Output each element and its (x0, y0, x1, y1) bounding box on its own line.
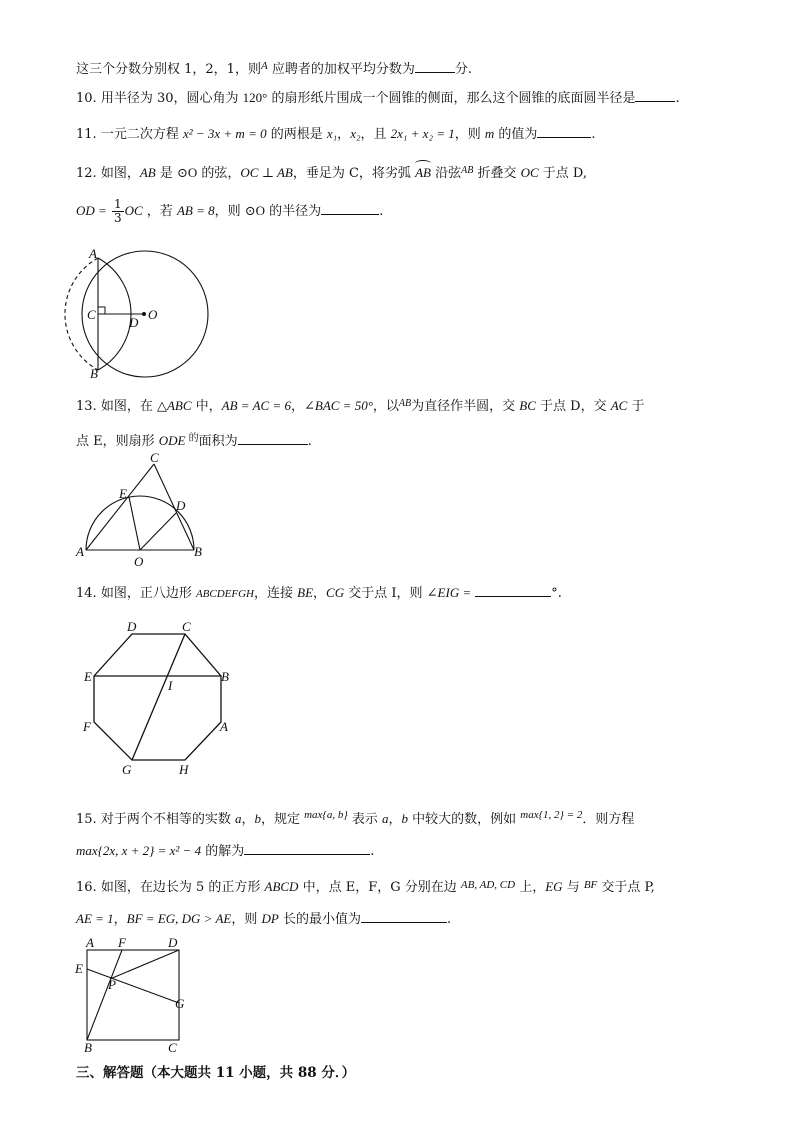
answer-blank-14[interactable] (475, 584, 551, 597)
label-a: A (86, 935, 94, 950)
label-c: C (87, 307, 96, 322)
label-a: A (76, 544, 84, 559)
label-b: B (221, 669, 229, 684)
label-p: P (108, 977, 116, 992)
label-a: A (220, 719, 228, 734)
question-10: 10. 用半径为 30，圆心角为 120° 的扇形纸片围成一个圆锥的侧面，那么这个圆锥的底面圆半径是 . (76, 90, 680, 106)
label-c: C (150, 450, 159, 465)
label-f: F (118, 935, 126, 950)
figure-q12-circle (70, 244, 220, 379)
segment-bf (87, 950, 122, 1040)
label-d: D (176, 498, 186, 513)
answer-blank-9[interactable] (415, 60, 455, 73)
figure-q13-triangle (72, 452, 212, 570)
arc-ab: AB (415, 165, 431, 180)
answer-blank-11[interactable] (537, 125, 591, 138)
segment-od (140, 513, 176, 550)
answer-blank-10[interactable] (635, 89, 675, 102)
question-11: 11. 一元二次方程 x² − 3x + m = 0 的两根是 x₁，x₂，且 2x₁ + x₂ = 1，则 m 的值为 . (76, 126, 596, 142)
label-d: D (168, 935, 178, 950)
section-3-heading: 三、解答题（本大题共 11 小题，共 88 分．） (76, 1065, 356, 1081)
label-o: O (148, 307, 158, 322)
label-h: H (179, 762, 189, 777)
label-i: I (168, 678, 173, 693)
label-g: G (122, 762, 132, 777)
label-e: E (75, 961, 83, 976)
answer-blank-15[interactable] (244, 842, 370, 855)
square-abcd (87, 950, 179, 1040)
question-15-line2: max{2x, x + 2} = x² − 4 的解为 . (76, 843, 375, 859)
segment-eg (87, 969, 179, 1003)
question-13-line1: 13. 如图，在 △ABC 中，AB = AC = 6，∠BAC = 50°，以$^{AB}$为直径作半圆，交 BC 于点 D，交 AC 于 (76, 398, 645, 414)
label-c: C (182, 619, 191, 634)
label-b: B (84, 1040, 92, 1055)
right-angle-mark (98, 307, 105, 314)
label-f: F (83, 719, 91, 734)
label-d: D (129, 315, 139, 330)
segment-oe (129, 497, 140, 550)
q9-tail-line: 这三个分数分别权 1，2，1，则$^A$ 应聘者的加权平均分数为 分. (76, 60, 472, 77)
label-o: O (134, 554, 144, 569)
label-c: C (168, 1040, 177, 1055)
question-12-line2: OD = $\frac{1}{3}$ OC ，若 AB = 8，则 ⊙O 的半径为 . (76, 197, 384, 225)
center-point (142, 312, 146, 316)
label-e: E (119, 486, 127, 501)
question-15-line1: 15. 对于两个不相等的实数 a，b，规定 $^{max\{a, b\}}$ 表示 a，b 中较大的数，例如 $^{max\{1, 2\} = 2}$．则方程 (76, 809, 635, 827)
question-14: 14. 如图，正八边形 ABCDEFGH，连接 BE，CG 交于点 I，则 ∠EIG = °. (76, 585, 562, 601)
question-13-line2: 点 E，则扇形 ODE $^的$面积为 . (76, 433, 312, 449)
figure-q16-square (74, 936, 194, 1054)
label-g: G (175, 996, 185, 1011)
question-12-line1: 12. 如图，AB 是 ⊙O 的弦，OC ⊥ AB，垂足为 C，将劣弧 AB 沿弦$^{AB}$ 折叠交 OC 于点 D, (76, 165, 587, 181)
segment-cg (132, 634, 185, 760)
fraction-one-third: $\frac{1}{3}$ (113, 197, 122, 225)
side-ac (86, 464, 154, 550)
label-d: D (127, 619, 137, 634)
answer-blank-12[interactable] (321, 202, 379, 215)
side-bc (154, 464, 194, 550)
label-a: A (89, 246, 97, 261)
label-b: B (194, 544, 202, 559)
figure-q14-octagon (78, 620, 238, 782)
question-16-line1: 16. 如图，在边长为 5 的正方形 ABCD 中，点 E，F，G 分别在边 $^{AB, AD, CD}$ 上，EG 与 $^{BF}$ 交于点 P, (76, 879, 655, 895)
answer-blank-13[interactable] (238, 432, 308, 445)
label-b: B (90, 366, 98, 381)
octagon (94, 634, 221, 760)
question-16-line2: AE = 1，BF = EG, DG > AE，则 DP 长的最小值为 . (76, 911, 452, 927)
answer-blank-16[interactable] (361, 910, 447, 923)
label-e: E (84, 669, 92, 684)
